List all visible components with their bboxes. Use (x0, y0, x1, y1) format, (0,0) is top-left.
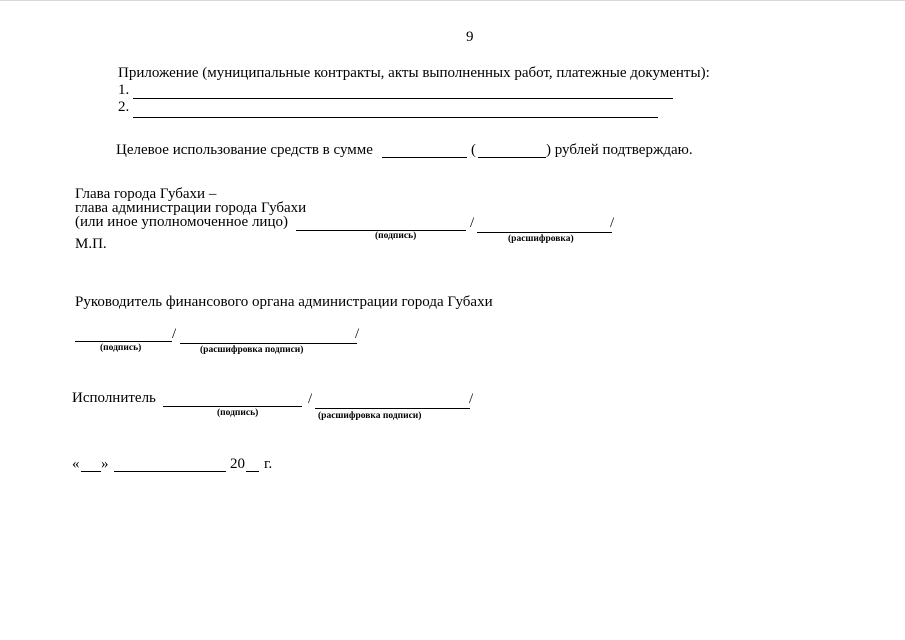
finance-title: Руководитель финансового органа администрации города Губахи (75, 294, 493, 310)
finance-slash-2: / (355, 326, 360, 342)
head-title-line-3: (или иное уполномоченное лицо) (75, 214, 288, 230)
stamp-mark: М.П. (75, 236, 107, 252)
date-year-suffix: г. (264, 456, 273, 472)
executor-transcript-caption: (расшифровка подписи) (318, 411, 422, 421)
page-number: 9 (466, 29, 474, 45)
executor-signature-line[interactable] (163, 406, 302, 407)
executor-label: Исполнитель (72, 390, 156, 406)
executor-transcript-line[interactable] (315, 408, 470, 409)
head-slash-1: / (470, 215, 475, 231)
finance-transcript-line[interactable] (180, 343, 357, 344)
executor-slash-2: / (469, 391, 474, 407)
date-open-quote: « (72, 456, 80, 472)
date-year-prefix: 20 (230, 456, 245, 472)
page-top-edge (0, 0, 905, 1)
appendix-item-2-number: 2. (118, 99, 130, 115)
executor-slash-1: / (308, 391, 313, 407)
usage-amount-line[interactable] (382, 157, 467, 158)
usage-suffix: ) рублей подтверждаю. (546, 142, 693, 158)
head-transcript-caption: (расшифровка) (508, 234, 574, 244)
appendix-item-1-number: 1. (118, 82, 130, 98)
finance-transcript-caption: (расшифровка подписи) (200, 345, 304, 355)
appendix-item-1-line[interactable] (133, 98, 673, 99)
usage-prefix: Целевое использование средств в сумме (116, 142, 373, 158)
date-year-line[interactable] (246, 471, 259, 472)
date-day-line[interactable] (81, 471, 101, 472)
finance-signature-caption: (подпись) (100, 343, 142, 353)
head-transcript-line[interactable] (477, 232, 612, 233)
head-title-line-2: глава администрации города Губахи (75, 200, 307, 216)
usage-open-paren: ( (471, 142, 476, 158)
date-month-line[interactable] (114, 471, 226, 472)
finance-signature-line[interactable] (75, 341, 172, 342)
finance-slash-1: / (172, 326, 177, 342)
usage-amount-words-line[interactable] (478, 157, 546, 158)
head-slash-2: / (610, 215, 615, 231)
appendix-title: Приложение (муниципальные контракты, акты выполненных работ, платежные документы): (118, 65, 710, 81)
head-signature-caption: (подпись) (375, 231, 417, 241)
executor-signature-caption: (подпись) (217, 408, 259, 418)
appendix-item-2-line[interactable] (133, 117, 658, 118)
date-close-quote: » (101, 456, 109, 472)
head-title-line-1: Глава города Губахи – (75, 186, 217, 202)
